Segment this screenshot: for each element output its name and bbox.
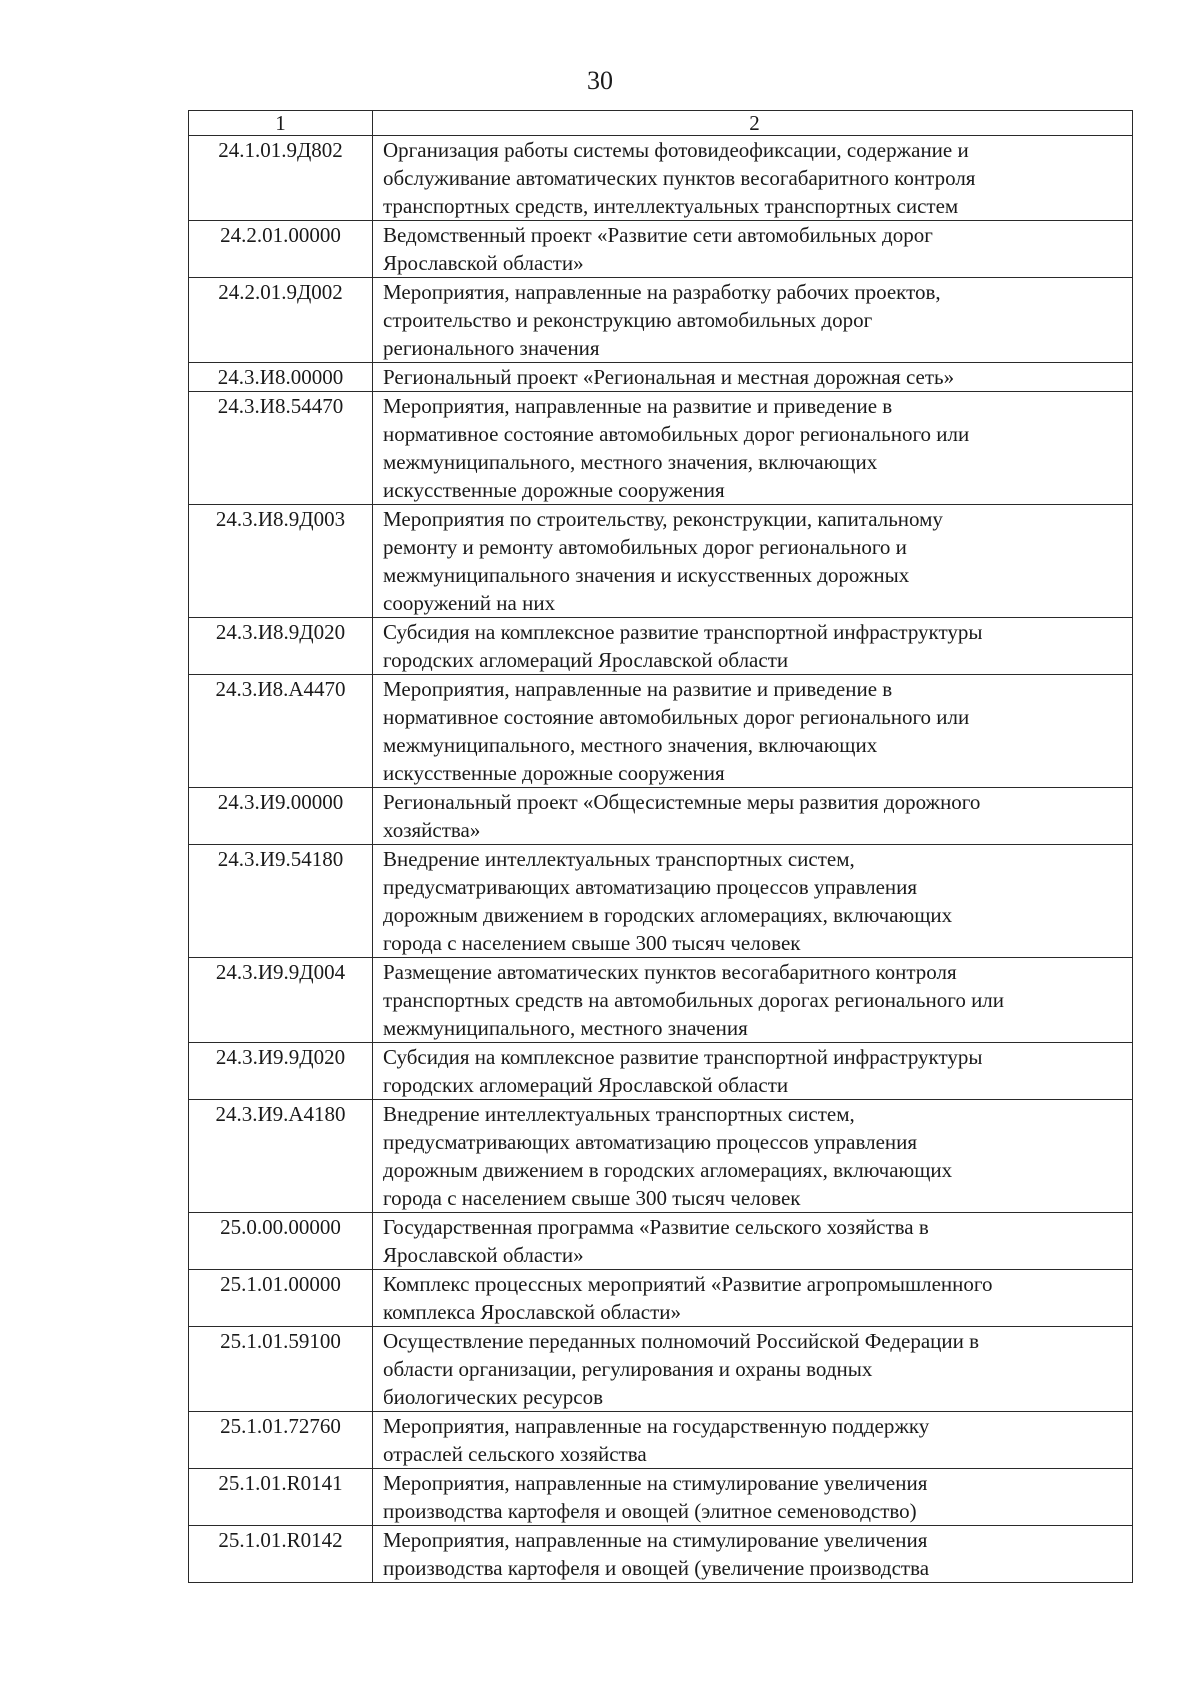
description-line: городских агломераций Ярославской области	[383, 648, 789, 672]
description-line: Размещение автоматических пунктов весогабаритного контроля	[383, 960, 957, 984]
table-row	[189, 1469, 1133, 1526]
table-row	[189, 788, 1133, 845]
description-line: Мероприятия, направленные на развитие и приведение в	[383, 394, 893, 418]
row-code-cell: 24.3.И9.А4180	[189, 1100, 373, 1213]
row-description-cell	[373, 958, 1133, 1043]
description-line: дорожным движением в городских агломерациях, включающих	[383, 903, 953, 927]
column-number-2: 2	[373, 111, 1133, 136]
description-line: биологических ресурсов	[383, 1385, 604, 1409]
row-code-cell: 24.3.И8.00000	[189, 363, 373, 392]
row-code-cell: 24.2.01.00000	[189, 221, 373, 278]
row-description-cell	[373, 1043, 1133, 1100]
row-code-cell: 25.1.01.72760	[189, 1412, 373, 1469]
row-code-cell: 24.3.И9.00000	[189, 788, 373, 845]
description-line: Ярославской области»	[383, 251, 584, 275]
description-line: межмуниципального, местного значения	[383, 1016, 748, 1040]
description-line: хозяйства»	[383, 818, 481, 842]
description-line: области организации, регулирования и охраны водных	[383, 1357, 873, 1381]
table-body	[189, 111, 1133, 1583]
row-description-cell	[373, 675, 1133, 788]
table-row	[189, 221, 1133, 278]
description-line: Региональный проект «Региональная и местная дорожная сеть»	[383, 365, 955, 389]
description-line: искусственные дорожные сооружения	[383, 478, 725, 502]
row-description-cell	[373, 1270, 1133, 1327]
description-line: Субсидия на комплексное развитие транспортной инфраструктуры	[383, 620, 983, 644]
table-row	[189, 1526, 1133, 1583]
description-line: Мероприятия, направленные на стимулирование увеличения	[383, 1471, 928, 1495]
table-row	[189, 392, 1133, 505]
column-number-row	[189, 111, 1133, 136]
description-line: искусственные дорожные сооружения	[383, 761, 725, 785]
description-line: Мероприятия, направленные на разработку рабочих проектов,	[383, 280, 941, 304]
column-number-1: 1	[189, 111, 373, 136]
row-description-cell	[373, 845, 1133, 958]
row-code-cell: 25.1.01.00000	[189, 1270, 373, 1327]
row-code-cell: 24.3.И9.9Д004	[189, 958, 373, 1043]
table-row	[189, 278, 1133, 363]
description-line: Ярославской области»	[383, 1243, 584, 1267]
table-row	[189, 675, 1133, 788]
description-line: Комплекс процессных мероприятий «Развитие агропромышленного	[383, 1272, 993, 1296]
row-code-cell: 24.3.И8.9Д003	[189, 505, 373, 618]
row-code-cell: 24.3.И8.9Д020	[189, 618, 373, 675]
row-code-cell: 25.1.01.59100	[189, 1327, 373, 1412]
description-line: межмуниципального значения и искусственных дорожных	[383, 563, 910, 587]
row-code-cell: 24.3.И8.А4470	[189, 675, 373, 788]
description-line: нормативное состояние автомобильных дорог регионального или	[383, 705, 970, 729]
description-line: производства картофеля и овощей (элитное семеноводство)	[383, 1499, 917, 1523]
row-description-cell	[373, 392, 1133, 505]
description-line: города с населением свыше 300 тысяч человек	[383, 1186, 801, 1210]
description-line: Осуществление переданных полномочий Российской Федерации в	[383, 1329, 980, 1353]
description-line: межмуниципального, местного значения, включающих	[383, 450, 878, 474]
description-line: Мероприятия по строительству, реконструкции, капитальному	[383, 507, 943, 531]
row-code-cell: 24.2.01.9Д002	[189, 278, 373, 363]
description-line: Региональный проект «Общесистемные меры развития дорожного	[383, 790, 981, 814]
description-line: транспортных средств, интеллектуальных транспортных систем	[383, 194, 959, 218]
description-line: Организация работы системы фотовидеофиксации, содержание и	[383, 138, 969, 162]
description-line: производства картофеля и овощей (увеличение производства	[383, 1556, 930, 1580]
row-description-cell	[373, 788, 1133, 845]
description-line: предусматривающих автоматизацию процессов управления	[383, 1130, 918, 1154]
table-row	[189, 1213, 1133, 1270]
row-description-cell	[373, 1526, 1133, 1583]
description-line: сооружений на них	[383, 591, 556, 615]
table-row	[189, 618, 1133, 675]
table-row	[189, 958, 1133, 1043]
description-line: Внедрение интеллектуальных транспортных систем,	[383, 1102, 855, 1126]
row-description-cell	[373, 1100, 1133, 1213]
description-line: транспортных средств на автомобильных дорогах регионального или	[383, 988, 1005, 1012]
table-row	[189, 505, 1133, 618]
description-line: ремонту и ремонту автомобильных дорог регионального и	[383, 535, 907, 559]
table-row	[189, 1327, 1133, 1412]
row-description-cell	[373, 1327, 1133, 1412]
table-row	[189, 1270, 1133, 1327]
description-line: обслуживание автоматических пунктов весогабаритного контроля	[383, 166, 976, 190]
description-line: регионального значения	[383, 336, 600, 360]
row-description-cell	[373, 1213, 1133, 1270]
table-row	[189, 136, 1133, 221]
description-line: строительство и реконструкцию автомобильных дорог	[383, 308, 873, 332]
row-description-cell	[373, 363, 1133, 392]
description-line: Ведомственный проект «Развитие сети автомобильных дорог	[383, 223, 933, 247]
row-description-cell	[373, 618, 1133, 675]
description-line: Государственная программа «Развитие сельского хозяйства в	[383, 1215, 929, 1239]
row-code-cell: 24.1.01.9Д802	[189, 136, 373, 221]
table-row	[189, 363, 1133, 392]
description-line: Субсидия на комплексное развитие транспортной инфраструктуры	[383, 1045, 983, 1069]
row-code-cell: 24.3.И9.54180	[189, 845, 373, 958]
page-number: 30	[587, 66, 613, 95]
budget-classification-table	[188, 110, 1133, 1583]
table-row	[189, 845, 1133, 958]
row-description-cell	[373, 136, 1133, 221]
description-line: Мероприятия, направленные на стимулирование увеличения	[383, 1528, 928, 1552]
row-code-cell: 25.1.01.R0142	[189, 1526, 373, 1583]
description-line: Внедрение интеллектуальных транспортных систем,	[383, 847, 855, 871]
description-line: предусматривающих автоматизацию процессов управления	[383, 875, 918, 899]
row-code-cell: 25.0.00.00000	[189, 1213, 373, 1270]
row-description-cell	[373, 1412, 1133, 1469]
description-line: нормативное состояние автомобильных дорог регионального или	[383, 422, 970, 446]
row-code-cell: 24.3.И8.54470	[189, 392, 373, 505]
description-line: дорожным движением в городских агломерациях, включающих	[383, 1158, 953, 1182]
row-description-cell	[373, 505, 1133, 618]
row-description-cell	[373, 1469, 1133, 1526]
table-row	[189, 1100, 1133, 1213]
description-line: городских агломераций Ярославской области	[383, 1073, 789, 1097]
description-line: комплекса Ярославской области»	[383, 1300, 681, 1324]
table-row	[189, 1043, 1133, 1100]
row-code-cell: 25.1.01.R0141	[189, 1469, 373, 1526]
row-description-cell	[373, 278, 1133, 363]
row-code-cell: 24.3.И9.9Д020	[189, 1043, 373, 1100]
description-line: города с населением свыше 300 тысяч человек	[383, 931, 801, 955]
description-line: отраслей сельского хозяйства	[383, 1442, 647, 1466]
table-row	[189, 1412, 1133, 1469]
description-line: Мероприятия, направленные на развитие и приведение в	[383, 677, 893, 701]
description-line: Мероприятия, направленные на государственную поддержку	[383, 1414, 930, 1438]
row-description-cell	[373, 221, 1133, 278]
description-line: межмуниципального, местного значения, включающих	[383, 733, 878, 757]
